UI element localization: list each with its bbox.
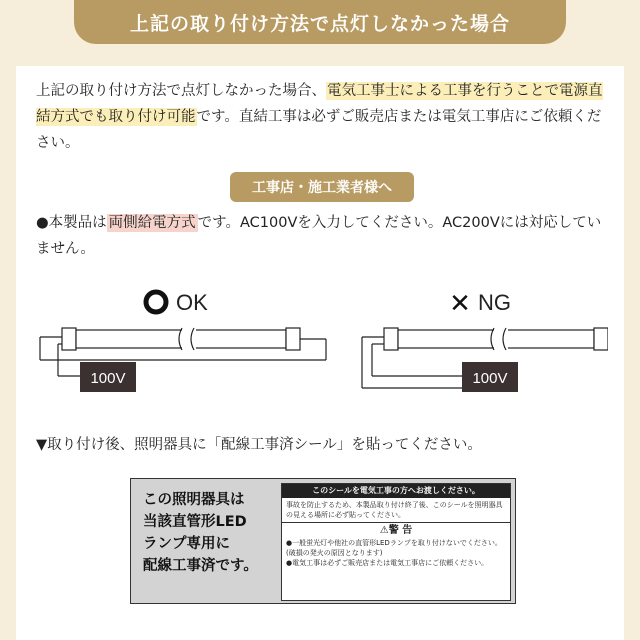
ok-circle-icon xyxy=(146,292,166,312)
product-note-highlight: 両側給電方式 xyxy=(108,215,196,231)
wiring-done-sticker xyxy=(130,478,516,604)
ng-voltage-label: 100V xyxy=(472,370,508,387)
product-note xyxy=(36,210,608,262)
ok-lamp-end-right xyxy=(286,328,300,350)
sticker-line: 配線工事済です。 xyxy=(143,558,258,574)
intro-text-2: です。直結工事は必ずご販売店または電気工事店にご依頼ください。 xyxy=(36,109,602,151)
sticker-warning-list xyxy=(282,538,510,568)
intro-text-1: 上記の取り付け方法で点灯しなかった場合、 xyxy=(36,83,326,99)
ok-lamp-end-left xyxy=(62,328,76,350)
ok-diagram xyxy=(40,290,326,392)
ng-diagram xyxy=(362,289,608,392)
sticker-warning-title: ⚠警 告 xyxy=(282,522,510,538)
after-install-note xyxy=(36,432,608,458)
page-title: 上記の取り付け方法で点灯しなかった場合 xyxy=(129,12,510,35)
sticker-warning-item: ●一般蛍光灯や他社の直管形LEDランプを取り付けないでください。(破損の発火の原因となります) xyxy=(286,539,502,557)
intro-highlight: 電気工事士による工事を行うことで電源直結方式でも取り付け可能 xyxy=(36,83,603,125)
ok-lamp-tube xyxy=(76,330,286,348)
sticker-warning-item: ●電気工事は必ずご販売店または電気工事店にご依頼ください。 xyxy=(286,559,489,567)
wiring-diagram xyxy=(32,276,608,426)
sticker-main-text xyxy=(143,489,273,577)
sticker-instructions-header: このシールを電気工事の方へお渡しください。 xyxy=(282,484,510,498)
after-install-note-text: ▼取り付け後、照明器具に「配線工事済シール」を貼ってください。 xyxy=(36,437,482,453)
product-note-text-2: です。AC100Vを入力してください。AC200Vには対応していません。 xyxy=(36,215,602,257)
intro-paragraph xyxy=(36,78,608,156)
section-tag-label: 工事店・施工業者様へ xyxy=(252,180,392,196)
sticker-instructions xyxy=(281,483,511,601)
ng-label: NG xyxy=(478,290,511,315)
sticker-line: 当該直管形LED xyxy=(143,514,247,530)
product-note-text-1: ●本製品は xyxy=(36,215,107,231)
sticker-instructions-body: 事故を防止するため、本製品取り付け終了後、このシールを照明器具の見える場所に必ず貼ってください。 xyxy=(286,501,503,519)
ng-lamp-end-right xyxy=(594,328,608,350)
sticker-line: この照明器具は xyxy=(143,492,245,508)
ng-cross-icon: ✕ xyxy=(449,289,471,319)
ng-lamp-end-left xyxy=(384,328,398,350)
ok-label: OK xyxy=(176,290,208,315)
page-title-banner xyxy=(74,0,566,44)
section-tag xyxy=(230,172,414,202)
content-card xyxy=(16,66,624,640)
sticker-line: ランプ専用に xyxy=(143,536,230,552)
ok-voltage-label: 100V xyxy=(90,370,126,387)
